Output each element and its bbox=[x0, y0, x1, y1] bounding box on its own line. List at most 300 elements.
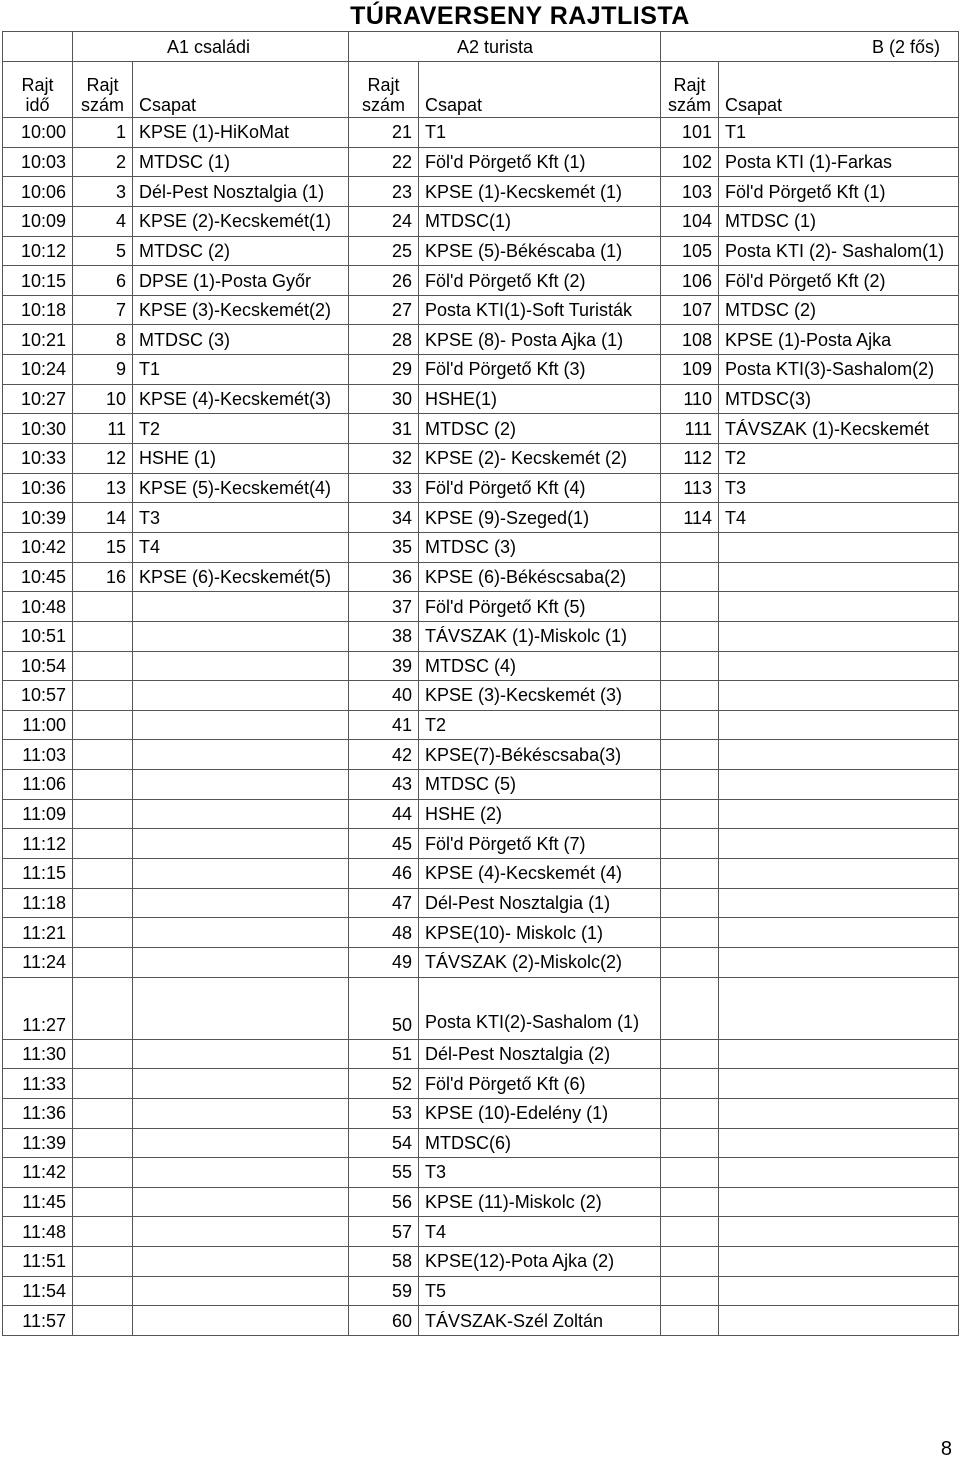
b-team-cell bbox=[719, 651, 959, 681]
b-start-number-cell bbox=[661, 592, 719, 622]
a2-start-number-cell: 33 bbox=[349, 473, 419, 503]
a1-start-number-cell bbox=[73, 1039, 133, 1069]
start-time-cell: 10:36 bbox=[3, 473, 73, 503]
b-team-cell: MTDSC (2) bbox=[719, 295, 959, 325]
a2-start-number-cell: 57 bbox=[349, 1217, 419, 1247]
start-time-cell: 11:33 bbox=[3, 1069, 73, 1099]
table-row bbox=[3, 799, 959, 829]
corner-cell bbox=[3, 32, 73, 62]
a2-start-number-cell: 21 bbox=[349, 118, 419, 148]
b-start-number-cell bbox=[661, 710, 719, 740]
a1-team-cell bbox=[133, 1069, 349, 1099]
a2-start-number-cell: 44 bbox=[349, 799, 419, 829]
b-start-number-cell bbox=[661, 888, 719, 918]
b-start-number-cell: 114 bbox=[661, 503, 719, 533]
b-start-number-cell: 113 bbox=[661, 473, 719, 503]
b-team-cell bbox=[719, 592, 959, 622]
start-time-cell: 10:51 bbox=[3, 621, 73, 651]
a2-start-number-cell: 38 bbox=[349, 621, 419, 651]
b-start-number-cell bbox=[661, 829, 719, 859]
a1-team-cell: T3 bbox=[133, 503, 349, 533]
a1-team-cell bbox=[133, 651, 349, 681]
b-team-cell: T4 bbox=[719, 503, 959, 533]
a2-team-cell: Dél-Pest Nosztalgia (1) bbox=[419, 888, 661, 918]
a2-team-cell: KPSE (2)- Kecskemét (2) bbox=[419, 444, 661, 474]
a2-start-number-cell: 34 bbox=[349, 503, 419, 533]
b-team-cell: Föl'd Pörgető Kft (1) bbox=[719, 177, 959, 207]
start-time-cell: 10:54 bbox=[3, 651, 73, 681]
start-time-cell: 11:27 bbox=[3, 977, 73, 1039]
b-start-number-cell bbox=[661, 1128, 719, 1158]
a2-start-number-cell: 37 bbox=[349, 592, 419, 622]
a1-team-cell bbox=[133, 592, 349, 622]
a2-start-number-cell: 53 bbox=[349, 1098, 419, 1128]
start-time-cell: 11:48 bbox=[3, 1217, 73, 1247]
a1-start-number-cell: 9 bbox=[73, 355, 133, 385]
b-start-number-cell: 111 bbox=[661, 414, 719, 444]
a2-team-cell: TÁVSZAK-Szél Zoltán bbox=[419, 1306, 661, 1336]
b-team-cell bbox=[719, 1306, 959, 1336]
b-start-number-cell bbox=[661, 1276, 719, 1306]
a1-start-number-cell bbox=[73, 977, 133, 1039]
a1-start-number-cell: 5 bbox=[73, 236, 133, 266]
start-time-cell: 11:03 bbox=[3, 740, 73, 770]
a1-start-number-cell: 7 bbox=[73, 295, 133, 325]
a1-team-cell bbox=[133, 977, 349, 1039]
start-time-cell: 11:12 bbox=[3, 829, 73, 859]
a2-start-number-cell: 49 bbox=[349, 947, 419, 977]
b-start-number-cell bbox=[661, 799, 719, 829]
a1-team-cell bbox=[133, 1247, 349, 1277]
a2-start-number-cell: 41 bbox=[349, 710, 419, 740]
a1-team-cell bbox=[133, 947, 349, 977]
a2-start-number-cell: 54 bbox=[349, 1128, 419, 1158]
table-row bbox=[3, 947, 959, 977]
table-row bbox=[3, 681, 959, 711]
table-row bbox=[3, 592, 959, 622]
b-team-cell: Posta KTI (1)-Farkas bbox=[719, 147, 959, 177]
start-time-cell: 10:39 bbox=[3, 503, 73, 533]
b-start-number-cell bbox=[661, 1158, 719, 1188]
a1-start-number-cell bbox=[73, 681, 133, 711]
b-start-number-cell bbox=[661, 947, 719, 977]
b-start-number-cell bbox=[661, 1217, 719, 1247]
a1-team-cell bbox=[133, 621, 349, 651]
b-start-number-cell bbox=[661, 621, 719, 651]
start-list-table bbox=[2, 31, 959, 1336]
a1-team-cell: T4 bbox=[133, 532, 349, 562]
table-row bbox=[3, 562, 959, 592]
a2-team-cell: T3 bbox=[419, 1158, 661, 1188]
b-start-number-cell bbox=[661, 977, 719, 1039]
a2-start-number-cell: 28 bbox=[349, 325, 419, 355]
start-time-cell: 10:24 bbox=[3, 355, 73, 385]
table-row bbox=[3, 473, 959, 503]
category-a2-header: A2 turista bbox=[349, 32, 661, 62]
start-time-cell: 10:18 bbox=[3, 295, 73, 325]
b-start-number-header bbox=[661, 62, 719, 118]
table-row bbox=[3, 295, 959, 325]
b-start-number-cell bbox=[661, 770, 719, 800]
a2-start-number-cell: 51 bbox=[349, 1039, 419, 1069]
b-start-number-cell bbox=[661, 1039, 719, 1069]
b-start-number-cell bbox=[661, 1098, 719, 1128]
b-start-number-cell: 110 bbox=[661, 384, 719, 414]
a2-team-cell: Föl'd Pörgető Kft (4) bbox=[419, 473, 661, 503]
a2-num-header-line2: szám bbox=[361, 95, 405, 115]
a2-start-number-cell: 30 bbox=[349, 384, 419, 414]
start-time-cell: 10:42 bbox=[3, 532, 73, 562]
start-time-cell: 10:09 bbox=[3, 206, 73, 236]
a1-start-number-cell bbox=[73, 710, 133, 740]
b-start-number-cell: 107 bbox=[661, 295, 719, 325]
a1-team-cell: DPSE (1)-Posta Győr bbox=[133, 266, 349, 296]
a2-start-number-cell: 36 bbox=[349, 562, 419, 592]
a2-start-number-cell: 46 bbox=[349, 859, 419, 889]
b-team-cell bbox=[719, 829, 959, 859]
b-team-cell bbox=[719, 1217, 959, 1247]
a2-team-cell: HSHE (2) bbox=[419, 799, 661, 829]
table-row bbox=[3, 621, 959, 651]
table-row bbox=[3, 325, 959, 355]
table-row bbox=[3, 236, 959, 266]
start-time-cell: 11:54 bbox=[3, 1276, 73, 1306]
a1-team-cell bbox=[133, 859, 349, 889]
a2-start-number-cell: 50 bbox=[349, 977, 419, 1039]
a2-team-cell: Föl'd Pörgető Kft (7) bbox=[419, 829, 661, 859]
a2-team-cell: KPSE (10)-Edelény (1) bbox=[419, 1098, 661, 1128]
start-time-cell: 10:00 bbox=[3, 118, 73, 148]
a1-team-cell: KPSE (4)-Kecskemét(3) bbox=[133, 384, 349, 414]
a1-start-number-cell bbox=[73, 918, 133, 948]
a2-team-cell: Föl'd Pörgető Kft (2) bbox=[419, 266, 661, 296]
start-time-cell: 11:18 bbox=[3, 888, 73, 918]
a2-num-header-line1: Rajt bbox=[367, 75, 400, 95]
a1-start-number-cell bbox=[73, 1247, 133, 1277]
a1-team-cell bbox=[133, 1158, 349, 1188]
a2-team-cell: Posta KTI(2)-Sashalom (1) bbox=[419, 977, 661, 1039]
category-a1-header: A1 családi bbox=[73, 32, 349, 62]
a1-team-cell: MTDSC (1) bbox=[133, 147, 349, 177]
a2-start-number-cell: 58 bbox=[349, 1247, 419, 1277]
a1-team-cell: KPSE (5)-Kecskemét(4) bbox=[133, 473, 349, 503]
table-row bbox=[3, 1187, 959, 1217]
a2-team-cell: KPSE(12)-Pota Ajka (2) bbox=[419, 1247, 661, 1277]
b-team-cell bbox=[719, 740, 959, 770]
b-team-cell bbox=[719, 947, 959, 977]
a2-team-cell: TÁVSZAK (2)-Miskolc(2) bbox=[419, 947, 661, 977]
a2-team-cell: KPSE (6)-Békéscsaba(2) bbox=[419, 562, 661, 592]
b-start-number-cell: 108 bbox=[661, 325, 719, 355]
start-time-cell: 10:27 bbox=[3, 384, 73, 414]
b-team-cell bbox=[719, 681, 959, 711]
b-start-number-cell bbox=[661, 1069, 719, 1099]
a1-team-cell bbox=[133, 1306, 349, 1336]
a2-start-number-cell: 40 bbox=[349, 681, 419, 711]
a2-start-number-cell: 55 bbox=[349, 1158, 419, 1188]
a1-num-header-line1: Rajt bbox=[86, 75, 119, 95]
a2-team-cell: Föl'd Pörgető Kft (5) bbox=[419, 592, 661, 622]
a2-start-number-cell: 60 bbox=[349, 1306, 419, 1336]
table-row bbox=[3, 177, 959, 207]
a2-team-cell: MTDSC (2) bbox=[419, 414, 661, 444]
a2-start-number-cell: 22 bbox=[349, 147, 419, 177]
b-team-cell: KPSE (1)-Posta Ajka bbox=[719, 325, 959, 355]
b-team-cell bbox=[719, 621, 959, 651]
start-time-cell: 10:12 bbox=[3, 236, 73, 266]
start-time-cell: 11:00 bbox=[3, 710, 73, 740]
a2-team-cell: KPSE (3)-Kecskemét (3) bbox=[419, 681, 661, 711]
b-team-cell: TÁVSZAK (1)-Kecskemét bbox=[719, 414, 959, 444]
a2-start-number-cell: 43 bbox=[349, 770, 419, 800]
a1-start-number-cell bbox=[73, 1217, 133, 1247]
b-start-number-cell bbox=[661, 859, 719, 889]
a1-start-number-cell: 11 bbox=[73, 414, 133, 444]
start-time-cell: 10:30 bbox=[3, 414, 73, 444]
a1-start-number-cell bbox=[73, 799, 133, 829]
page-number: 8 bbox=[940, 1438, 952, 1460]
a1-start-number-cell: 15 bbox=[73, 532, 133, 562]
a2-team-cell: T2 bbox=[419, 710, 661, 740]
a1-start-number-cell bbox=[73, 1276, 133, 1306]
b-team-cell: Föl'd Pörgető Kft (2) bbox=[719, 266, 959, 296]
table-row bbox=[3, 1069, 959, 1099]
a1-team-cell bbox=[133, 740, 349, 770]
column-header-row bbox=[3, 62, 959, 118]
b-start-number-cell bbox=[661, 562, 719, 592]
a2-team-cell: KPSE (1)-Kecskemét (1) bbox=[419, 177, 661, 207]
a1-start-number-cell bbox=[73, 592, 133, 622]
table-row bbox=[3, 1276, 959, 1306]
a2-start-number-cell: 59 bbox=[349, 1276, 419, 1306]
table-row bbox=[3, 888, 959, 918]
b-team-cell: Posta KTI(3)-Sashalom(2) bbox=[719, 355, 959, 385]
b-start-number-cell: 105 bbox=[661, 236, 719, 266]
a1-start-number-cell: 1 bbox=[73, 118, 133, 148]
a2-team-header: Csapat bbox=[419, 62, 661, 118]
a1-team-header: Csapat bbox=[133, 62, 349, 118]
a1-team-cell: MTDSC (3) bbox=[133, 325, 349, 355]
a2-start-number-cell: 39 bbox=[349, 651, 419, 681]
b-start-number-cell bbox=[661, 740, 719, 770]
table-row bbox=[3, 532, 959, 562]
a2-start-number-cell: 56 bbox=[349, 1187, 419, 1217]
a2-start-number-cell: 48 bbox=[349, 918, 419, 948]
b-team-cell: MTDSC(3) bbox=[719, 384, 959, 414]
b-start-number-cell bbox=[661, 681, 719, 711]
a1-start-number-cell bbox=[73, 829, 133, 859]
a1-start-number-cell bbox=[73, 947, 133, 977]
b-team-cell bbox=[719, 799, 959, 829]
b-start-number-cell: 104 bbox=[661, 206, 719, 236]
start-time-header bbox=[3, 62, 73, 118]
b-team-cell bbox=[719, 1187, 959, 1217]
b-team-cell bbox=[719, 710, 959, 740]
a2-team-cell: KPSE (11)-Miskolc (2) bbox=[419, 1187, 661, 1217]
a1-start-number-cell: 14 bbox=[73, 503, 133, 533]
table-row bbox=[3, 740, 959, 770]
a1-team-cell bbox=[133, 888, 349, 918]
category-b-header: B (2 fős) bbox=[661, 32, 959, 62]
a1-start-number-cell: 6 bbox=[73, 266, 133, 296]
b-team-cell bbox=[719, 532, 959, 562]
table-row bbox=[3, 1247, 959, 1277]
a1-start-number-cell: 3 bbox=[73, 177, 133, 207]
page-title: TÚRAVERSENY RAJTLISTA bbox=[350, 2, 690, 30]
a1-team-cell: KPSE (6)-Kecskemét(5) bbox=[133, 562, 349, 592]
a2-team-cell: KPSE(10)- Miskolc (1) bbox=[419, 918, 661, 948]
a1-start-number-cell bbox=[73, 770, 133, 800]
a1-start-number-cell: 8 bbox=[73, 325, 133, 355]
start-time-cell: 10:45 bbox=[3, 562, 73, 592]
a1-start-number-cell: 16 bbox=[73, 562, 133, 592]
a1-team-cell: KPSE (2)-Kecskemét(1) bbox=[133, 206, 349, 236]
a1-start-number-cell bbox=[73, 859, 133, 889]
a1-team-cell bbox=[133, 1098, 349, 1128]
table-row bbox=[3, 710, 959, 740]
a1-num-header-line2: szám bbox=[80, 95, 124, 115]
start-time-cell: 11:30 bbox=[3, 1039, 73, 1069]
table-row bbox=[3, 1098, 959, 1128]
a2-team-cell: KPSE (8)- Posta Ajka (1) bbox=[419, 325, 661, 355]
table-row bbox=[3, 266, 959, 296]
b-team-cell: T1 bbox=[719, 118, 959, 148]
table-row bbox=[3, 859, 959, 889]
a1-team-cell bbox=[133, 710, 349, 740]
table-row bbox=[3, 503, 959, 533]
a2-start-number-cell: 29 bbox=[349, 355, 419, 385]
b-start-number-cell: 103 bbox=[661, 177, 719, 207]
table-row bbox=[3, 444, 959, 474]
a1-start-number-cell bbox=[73, 740, 133, 770]
b-start-number-cell bbox=[661, 532, 719, 562]
a2-start-number-cell: 42 bbox=[349, 740, 419, 770]
a1-start-number-cell bbox=[73, 651, 133, 681]
table-row bbox=[3, 118, 959, 148]
start-time-header-line1: Rajt bbox=[21, 75, 54, 95]
table-row bbox=[3, 1217, 959, 1247]
a2-team-cell: T1 bbox=[419, 118, 661, 148]
b-start-number-cell: 106 bbox=[661, 266, 719, 296]
start-time-cell: 11:39 bbox=[3, 1128, 73, 1158]
table-row bbox=[3, 1039, 959, 1069]
a2-team-cell: T4 bbox=[419, 1217, 661, 1247]
b-team-cell: Posta KTI (2)- Sashalom(1) bbox=[719, 236, 959, 266]
a1-team-cell: KPSE (1)-HiKoMat bbox=[133, 118, 349, 148]
start-time-cell: 11:21 bbox=[3, 918, 73, 948]
table-row bbox=[3, 977, 959, 1039]
b-team-cell: MTDSC (1) bbox=[719, 206, 959, 236]
b-start-number-cell bbox=[661, 1247, 719, 1277]
a1-team-cell bbox=[133, 918, 349, 948]
table-row bbox=[3, 1306, 959, 1336]
start-time-cell: 10:15 bbox=[3, 266, 73, 296]
a2-team-cell: Posta KTI(1)-Soft Turisták bbox=[419, 295, 661, 325]
a1-start-number-header bbox=[73, 62, 133, 118]
b-start-number-cell: 101 bbox=[661, 118, 719, 148]
a2-team-cell: TÁVSZAK (1)-Miskolc (1) bbox=[419, 621, 661, 651]
b-start-number-cell: 102 bbox=[661, 147, 719, 177]
b-start-number-cell bbox=[661, 918, 719, 948]
a2-team-cell: KPSE (4)-Kecskemét (4) bbox=[419, 859, 661, 889]
a1-team-cell bbox=[133, 770, 349, 800]
table-row bbox=[3, 829, 959, 859]
a2-team-cell: KPSE(7)-Békéscsaba(3) bbox=[419, 740, 661, 770]
a1-start-number-cell bbox=[73, 1069, 133, 1099]
a1-start-number-cell: 10 bbox=[73, 384, 133, 414]
a2-team-cell: KPSE (9)-Szeged(1) bbox=[419, 503, 661, 533]
a1-team-cell: HSHE (1) bbox=[133, 444, 349, 474]
a2-start-number-cell: 45 bbox=[349, 829, 419, 859]
b-start-number-cell: 109 bbox=[661, 355, 719, 385]
b-team-cell bbox=[719, 562, 959, 592]
b-start-number-cell: 112 bbox=[661, 444, 719, 474]
b-team-cell bbox=[719, 1098, 959, 1128]
a1-team-cell bbox=[133, 1128, 349, 1158]
b-team-cell bbox=[719, 1276, 959, 1306]
start-time-header-line2: idő bbox=[25, 95, 50, 115]
start-time-cell: 11:45 bbox=[3, 1187, 73, 1217]
start-time-cell: 11:57 bbox=[3, 1306, 73, 1336]
b-team-cell bbox=[719, 918, 959, 948]
a2-team-cell: MTDSC (5) bbox=[419, 770, 661, 800]
a1-team-cell bbox=[133, 1217, 349, 1247]
a1-start-number-cell bbox=[73, 1306, 133, 1336]
a1-start-number-cell: 2 bbox=[73, 147, 133, 177]
start-time-cell: 10:06 bbox=[3, 177, 73, 207]
b-team-cell bbox=[719, 888, 959, 918]
a1-start-number-cell: 12 bbox=[73, 444, 133, 474]
b-team-cell bbox=[719, 1069, 959, 1099]
a2-start-number-cell: 27 bbox=[349, 295, 419, 325]
b-start-number-cell bbox=[661, 651, 719, 681]
a2-start-number-cell: 24 bbox=[349, 206, 419, 236]
b-team-cell bbox=[719, 1128, 959, 1158]
start-time-cell: 11:09 bbox=[3, 799, 73, 829]
a2-team-cell: T5 bbox=[419, 1276, 661, 1306]
a2-start-number-cell: 25 bbox=[349, 236, 419, 266]
b-start-number-cell bbox=[661, 1306, 719, 1336]
b-team-cell bbox=[719, 770, 959, 800]
a1-start-number-cell bbox=[73, 1098, 133, 1128]
a1-team-cell: MTDSC (2) bbox=[133, 236, 349, 266]
start-time-cell: 10:21 bbox=[3, 325, 73, 355]
a1-team-cell bbox=[133, 799, 349, 829]
a2-start-number-cell: 23 bbox=[349, 177, 419, 207]
start-time-cell: 11:51 bbox=[3, 1247, 73, 1277]
b-team-cell bbox=[719, 1247, 959, 1277]
a2-team-cell: MTDSC(6) bbox=[419, 1128, 661, 1158]
table-row bbox=[3, 1158, 959, 1188]
b-team-cell bbox=[719, 1158, 959, 1188]
a1-team-cell: Dél-Pest Nosztalgia (1) bbox=[133, 177, 349, 207]
a2-start-number-cell: 52 bbox=[349, 1069, 419, 1099]
a1-team-cell bbox=[133, 1276, 349, 1306]
start-time-cell: 11:42 bbox=[3, 1158, 73, 1188]
start-time-cell: 11:15 bbox=[3, 859, 73, 889]
a1-start-number-cell bbox=[73, 621, 133, 651]
a1-start-number-cell bbox=[73, 1158, 133, 1188]
b-team-cell: T2 bbox=[719, 444, 959, 474]
b-num-header-line1: Rajt bbox=[673, 75, 706, 95]
b-num-header-line2: szám bbox=[668, 95, 712, 115]
a2-team-cell: MTDSC(1) bbox=[419, 206, 661, 236]
a2-team-cell: HSHE(1) bbox=[419, 384, 661, 414]
table-row bbox=[3, 147, 959, 177]
table-row bbox=[3, 384, 959, 414]
a1-team-cell bbox=[133, 681, 349, 711]
start-time-cell: 10:57 bbox=[3, 681, 73, 711]
